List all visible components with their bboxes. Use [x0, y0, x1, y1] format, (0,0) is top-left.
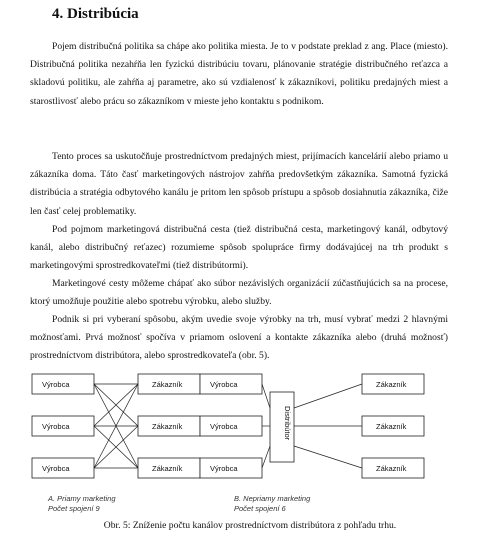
paragraph-4	[30, 275, 448, 311]
paragraph-2-text: Tento proces sa uskutočňuje prostredníctvom predajných miest, prijímacích kancelárií alebo priamo u zákazníka doma. Táto časť marketingových nástrojov zahŕňa predovšetkým zákazníka. Samotná fyzická distribúcia a stratégia odbytového kanálu je pritom len spôsob prístupu a spôsob dosiahnutia zákazníka, čiže len časť celej problematiky.	[30, 151, 448, 217]
direct-marketing-caption: A. Priamy marketing	[48, 494, 116, 503]
customer-label: Zákazník	[152, 464, 183, 473]
panel-direct-marketing	[32, 374, 200, 513]
indirect-marketing-count: Počet spojení 6	[234, 504, 286, 513]
connection-line	[262, 446, 270, 468]
direct-marketing-count: Počet spojení 9	[48, 504, 100, 513]
customer-label: Zákazník	[376, 464, 407, 473]
producer-label: Výrobca	[42, 380, 70, 389]
customer-label: Zákazník	[152, 422, 183, 431]
paragraph-3	[30, 221, 448, 276]
producer-label: Výrobca	[210, 422, 238, 431]
producer-label: Výrobca	[210, 464, 238, 473]
connection-line	[262, 384, 270, 408]
producer-label: Výrobca	[42, 422, 70, 431]
customer-label: Zákazník	[376, 380, 407, 389]
customer-label: Zákazník	[376, 422, 407, 431]
connection-line	[294, 384, 362, 408]
figure-caption: Obr. 5: Zníženie počtu kanálov prostredníctvom distribútora z pohľadu trhu.	[103, 520, 397, 531]
paragraph-3-text: Pod pojmom marketingová distribučná cesta (tiež distribučná cesta, marketingový kanál, odbytový kanál, alebo distribučný reťazec) rozumieme spôsob spolupráce firmy dodávajúcej na trh produkt s marketingovými sprostredkovateľmi (tiež distribútormi).	[30, 224, 448, 272]
section-heading: 4. Distribúcia	[52, 6, 139, 22]
indirect-marketing-caption: B. Nepriamy marketing	[234, 494, 311, 503]
distributor-label: Distribútor	[283, 406, 292, 441]
connection-line	[294, 446, 362, 468]
paragraph-5-text: Podnik si pri vyberaní spôsobu, akým uvedie svoje výrobky na trh, musí vybrať medzi 2 hlavnými možnosťami. Prvá možnosť spočíva v priamom oslovení a kontakte zákazníka alebo (druhá možnosť) prostredníctvom distribútora, alebo sprostredkovateľa (obr. 5).	[30, 314, 448, 362]
paragraph-1	[30, 38, 448, 111]
paragraph-2	[30, 148, 448, 221]
customer-label: Zákazník	[152, 380, 183, 389]
paragraph-1-text: Pojem distribučná politika sa chápe ako politika miesta. Je to v podstate preklad z ang. Place (miesto). Distribučná politika nezahŕňa len fyzickú distribúciu tovaru, plánovanie stratégie distribučného reťazca a skladovú politiku, ale zahŕňa aj parametre, ako sú vzdialenosť k zákazníkovi, politiku predajných miest a starostlivosť alebo prácu so zákazníkom v mieste jeho kontaktu s podnikom.	[30, 41, 448, 107]
producer-label: Výrobca	[42, 464, 70, 473]
paragraph-4-text: Marketingové cesty môžeme chápať ako súbor nezávislých organizácií zúčastňujúcich sa na procese, ktorý umožňuje použitie alebo spotrebu výrobku, alebo služby.	[30, 278, 448, 308]
producer-label: Výrobca	[210, 380, 238, 389]
paragraph-5	[30, 311, 448, 366]
distribution-channels-figure	[28, 368, 460, 514]
panel-indirect-marketing	[200, 374, 424, 513]
